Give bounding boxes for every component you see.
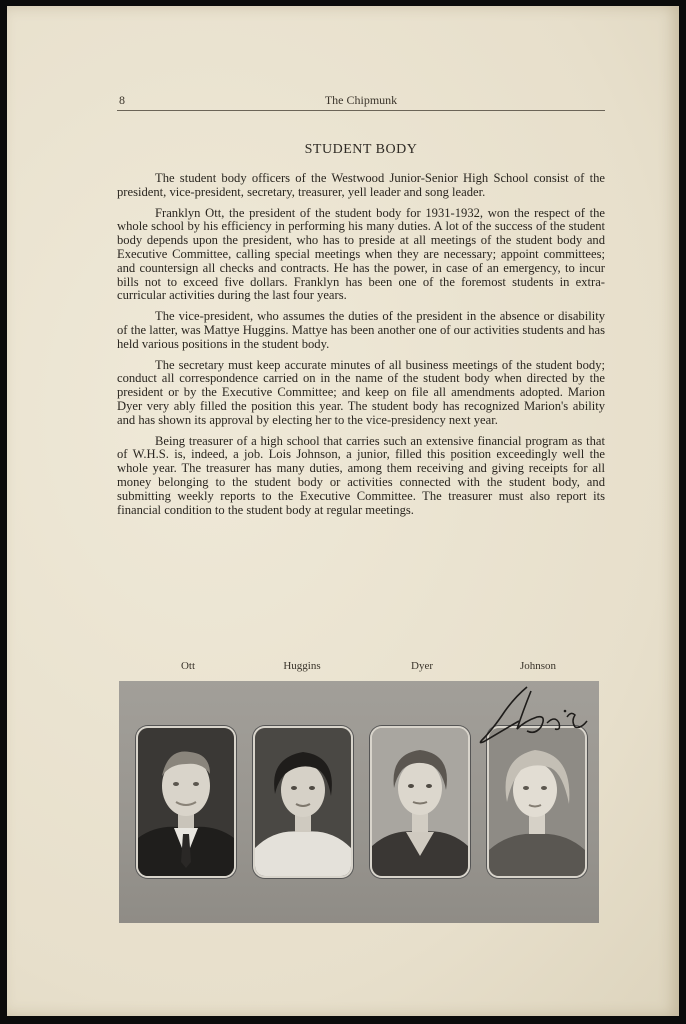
portrait-dyer (370, 726, 470, 878)
paragraph: Franklyn Ott, the president of the student body for 1931-1932, won the respect of the whole school by his efficiency in performing his many duties. A lot of the success of the student body depends upon the president, who has to preside at all meetings of the student body and Executive Committee, calling special meetings when they are necessary; appoint committees; and countersign all checks and contracts. He has the power, in case of an emergency, to incur bills not to exceed five dollars. Franklyn has been one of the foremost students in extra-curricular activities during the last four years. (117, 205, 605, 303)
publication-title: The Chipmunk (324, 93, 398, 107)
paragraph: The vice-president, who assumes the duties of the president in the absence or disability of the latter, was Mattye Huggins. Mattye has been another one of our activities students and has held various positions in the student body. (117, 309, 605, 351)
photo-captions (125, 660, 607, 676)
photo-caption: Johnson (519, 660, 557, 672)
page-number: 8 (119, 93, 125, 107)
portrait-huggins (253, 726, 353, 878)
running-head (117, 90, 605, 111)
paragraph: Being treasurer of a high school that carries such an extensive financial program as that of W.H.S. is, indeed, a job. Lois Johnson, a junior, filled this position exceedingly well the whole year. The treasurer has many duties, among them receiving and giving receipts for all money belonging to the student body or activities connected with the student body, and submitting weekly reports to the Executive Committee. The treasurer must also report its financial condition to the student body at regular meetings. (117, 433, 605, 517)
portrait-ott (136, 726, 236, 878)
paragraph: The student body officers of the Westwood Junior-Senior High School consist of the president, vice-president, secretary, treasurer, yell leader and song leader. (117, 171, 605, 199)
document-page (7, 6, 679, 1016)
body-text (117, 172, 605, 524)
section-heading: STUDENT BODY (304, 142, 418, 157)
photo-caption: Huggins (283, 660, 321, 672)
photo-caption: Ott (180, 660, 196, 672)
photo-caption: Dyer (411, 660, 433, 672)
paragraph: The secretary must keep accurate minutes of all business meetings of the student body; conduct all correspondence carried on in the name of the student body when directed by the president or by the Executive Committee; and keep on file all amendments adopted. Marion Dyer very ably filled the position this year. The student body has recognized Marion's ability and has shown its approval by electing her to the vice-presidency next year. (117, 357, 605, 427)
photo-panel (119, 681, 599, 923)
signature-mark (475, 681, 599, 751)
